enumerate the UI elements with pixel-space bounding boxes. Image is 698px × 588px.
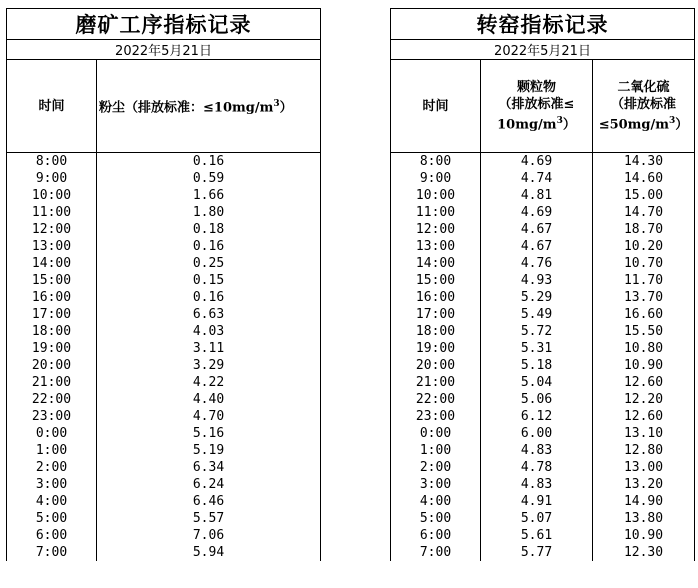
so2-value-cell: 12.20 — [593, 391, 695, 408]
dust-value-cell: 4.40 — [97, 391, 321, 408]
time-cell: 0:00 — [391, 425, 481, 442]
table-row — [391, 272, 695, 289]
table-row — [7, 493, 321, 510]
particulate-value-cell: 5.18 — [481, 357, 593, 374]
time-cell: 22:00 — [391, 391, 481, 408]
table-row — [7, 289, 321, 306]
particulate-value-cell: 4.91 — [481, 493, 593, 510]
time-cell: 14:00 — [391, 255, 481, 272]
table-row — [7, 510, 321, 527]
time-cell: 10:00 — [7, 187, 97, 204]
table-row — [391, 459, 695, 476]
particulate-value-cell: 4.69 — [481, 153, 593, 171]
table-row — [7, 255, 321, 272]
table-row — [391, 289, 695, 306]
table-title: 磨矿工序指标记录 — [7, 9, 321, 40]
table-row — [391, 425, 695, 442]
dust-value-cell: 0.16 — [97, 153, 321, 171]
so2-value-cell: 14.60 — [593, 170, 695, 187]
table-row — [391, 442, 695, 459]
dust-value-cell: 0.16 — [97, 238, 321, 255]
table-row — [391, 255, 695, 272]
particulate-value-cell: 4.81 — [481, 187, 593, 204]
so2-value-cell: 12.80 — [593, 442, 695, 459]
table-row — [391, 170, 695, 187]
table-row — [391, 187, 695, 204]
dust-value-cell: 0.25 — [97, 255, 321, 272]
table-row — [7, 425, 321, 442]
particulate-value-cell: 5.77 — [481, 544, 593, 561]
time-cell: 17:00 — [7, 306, 97, 323]
grinding-index-table — [6, 8, 321, 561]
time-cell: 19:00 — [391, 340, 481, 357]
table-row — [391, 476, 695, 493]
table-row — [7, 323, 321, 340]
table-row — [7, 340, 321, 357]
particulate-value-cell: 4.83 — [481, 476, 593, 493]
table-row — [7, 153, 321, 171]
time-cell: 19:00 — [7, 340, 97, 357]
particulate-value-cell: 5.29 — [481, 289, 593, 306]
dust-value-cell: 7.06 — [97, 527, 321, 544]
dust-value-cell: 0.16 — [97, 289, 321, 306]
kiln-index-table — [390, 8, 695, 561]
table-row — [7, 221, 321, 238]
time-cell: 21:00 — [7, 374, 97, 391]
time-cell: 23:00 — [7, 408, 97, 425]
table-row — [7, 391, 321, 408]
so2-value-cell: 13.20 — [593, 476, 695, 493]
time-cell: 9:00 — [391, 170, 481, 187]
time-cell: 22:00 — [7, 391, 97, 408]
table-row — [7, 459, 321, 476]
dust-value-cell: 5.94 — [97, 544, 321, 561]
time-cell: 2:00 — [7, 459, 97, 476]
dust-value-cell: 5.19 — [97, 442, 321, 459]
table-row — [391, 408, 695, 425]
time-cell: 2:00 — [391, 459, 481, 476]
so2-value-cell: 13.70 — [593, 289, 695, 306]
dust-value-cell: 3.11 — [97, 340, 321, 357]
so2-value-cell: 12.30 — [593, 544, 695, 561]
time-cell: 20:00 — [7, 357, 97, 374]
table-row — [7, 442, 321, 459]
table-row — [391, 306, 695, 323]
dust-value-cell: 4.70 — [97, 408, 321, 425]
dust-value-cell: 0.59 — [97, 170, 321, 187]
particulate-value-cell: 5.04 — [481, 374, 593, 391]
particulate-value-cell: 4.78 — [481, 459, 593, 476]
so2-value-cell: 10.20 — [593, 238, 695, 255]
table-row — [7, 544, 321, 561]
table-row — [7, 238, 321, 255]
table-row — [391, 153, 695, 171]
table-title: 转窑指标记录 — [391, 9, 695, 40]
time-cell: 1:00 — [391, 442, 481, 459]
time-cell: 6:00 — [7, 527, 97, 544]
so2-value-cell: 10.90 — [593, 527, 695, 544]
particulate-value-cell: 4.69 — [481, 204, 593, 221]
particulate-value-cell: 4.93 — [481, 272, 593, 289]
dust-value-cell: 6.24 — [97, 476, 321, 493]
time-cell: 6:00 — [391, 527, 481, 544]
time-cell: 8:00 — [7, 153, 97, 171]
particulate-value-cell: 4.74 — [481, 170, 593, 187]
particulate-value-cell: 4.83 — [481, 442, 593, 459]
table-row — [391, 357, 695, 374]
time-cell: 20:00 — [391, 357, 481, 374]
dust-value-cell: 3.29 — [97, 357, 321, 374]
so2-value-cell: 10.90 — [593, 357, 695, 374]
time-cell: 8:00 — [391, 153, 481, 171]
time-cell: 7:00 — [7, 544, 97, 561]
dust-value-cell: 5.16 — [97, 425, 321, 442]
dust-value-cell: 6.34 — [97, 459, 321, 476]
time-cell: 4:00 — [391, 493, 481, 510]
time-cell: 3:00 — [391, 476, 481, 493]
time-cell: 16:00 — [7, 289, 97, 306]
table-row — [391, 493, 695, 510]
table-row — [7, 476, 321, 493]
dust-value-cell: 5.57 — [97, 510, 321, 527]
table-row — [7, 187, 321, 204]
time-cell: 23:00 — [391, 408, 481, 425]
dust-value-cell: 4.22 — [97, 374, 321, 391]
so2-value-cell: 16.60 — [593, 306, 695, 323]
table-row — [391, 527, 695, 544]
time-cell: 13:00 — [391, 238, 481, 255]
so2-value-cell: 14.30 — [593, 153, 695, 171]
time-cell: 11:00 — [391, 204, 481, 221]
time-cell: 15:00 — [7, 272, 97, 289]
table-row — [7, 306, 321, 323]
table-row — [391, 510, 695, 527]
particulate-value-cell: 5.06 — [481, 391, 593, 408]
particulate-value-cell: 5.72 — [481, 323, 593, 340]
table-row — [391, 238, 695, 255]
time-cell: 1:00 — [7, 442, 97, 459]
column-header-particulate: 颗粒物 （排放标准≤ $10mg/m^3$） — [481, 60, 593, 153]
so2-value-cell: 10.80 — [593, 340, 695, 357]
time-cell: 4:00 — [7, 493, 97, 510]
time-cell: 18:00 — [391, 323, 481, 340]
time-cell: 5:00 — [391, 510, 481, 527]
dust-value-cell: 1.66 — [97, 187, 321, 204]
so2-value-cell: 13.00 — [593, 459, 695, 476]
table-date: 2022年5月21日 — [391, 40, 695, 60]
table-row — [391, 391, 695, 408]
time-cell: 13:00 — [7, 238, 97, 255]
dust-value-cell: 0.15 — [97, 272, 321, 289]
particulate-value-cell: 5.49 — [481, 306, 593, 323]
particulate-value-cell: 5.07 — [481, 510, 593, 527]
table-row — [391, 323, 695, 340]
particulate-value-cell: 4.76 — [481, 255, 593, 272]
particulate-value-cell: 5.31 — [481, 340, 593, 357]
table-row — [391, 204, 695, 221]
time-cell: 14:00 — [7, 255, 97, 272]
time-cell: 3:00 — [7, 476, 97, 493]
time-cell: 21:00 — [391, 374, 481, 391]
so2-value-cell: 12.60 — [593, 374, 695, 391]
so2-value-cell: 11.70 — [593, 272, 695, 289]
time-cell: 12:00 — [7, 221, 97, 238]
table-row — [391, 374, 695, 391]
dust-value-cell: 1.80 — [97, 204, 321, 221]
time-cell: 9:00 — [7, 170, 97, 187]
dust-value-cell: 0.18 — [97, 221, 321, 238]
column-header-time: 时间 — [7, 60, 97, 153]
table-row — [7, 272, 321, 289]
particulate-value-cell: 4.67 — [481, 238, 593, 255]
time-cell: 10:00 — [391, 187, 481, 204]
time-cell: 5:00 — [7, 510, 97, 527]
table-row — [7, 357, 321, 374]
table-row — [7, 170, 321, 187]
time-cell: 11:00 — [7, 204, 97, 221]
table-row — [391, 340, 695, 357]
column-header-dust: 粉尘（排放标准：$\le 10mg/m^3$） — [97, 60, 321, 153]
table-date: 2022年5月21日 — [7, 40, 321, 60]
so2-value-cell: 14.90 — [593, 493, 695, 510]
so2-value-cell: 13.10 — [593, 425, 695, 442]
table-row — [391, 544, 695, 561]
so2-value-cell: 12.60 — [593, 408, 695, 425]
time-cell: 17:00 — [391, 306, 481, 323]
time-cell: 0:00 — [7, 425, 97, 442]
particulate-value-cell: 6.00 — [481, 425, 593, 442]
time-cell: 16:00 — [391, 289, 481, 306]
so2-value-cell: 15.00 — [593, 187, 695, 204]
so2-value-cell: 18.70 — [593, 221, 695, 238]
table-row — [7, 408, 321, 425]
column-header-time: 时间 — [391, 60, 481, 153]
particulate-value-cell: 5.61 — [481, 527, 593, 544]
table-row — [391, 221, 695, 238]
so2-value-cell: 13.80 — [593, 510, 695, 527]
time-cell: 15:00 — [391, 272, 481, 289]
dust-value-cell: 6.63 — [97, 306, 321, 323]
column-header-so2: 二氧化硫 （排放标准 $\le 50mg/m^3$） — [593, 60, 695, 153]
table-row — [7, 374, 321, 391]
dust-value-cell: 6.46 — [97, 493, 321, 510]
table-row — [7, 204, 321, 221]
particulate-value-cell: 4.67 — [481, 221, 593, 238]
particulate-value-cell: 6.12 — [481, 408, 593, 425]
dust-value-cell: 4.03 — [97, 323, 321, 340]
time-cell: 7:00 — [391, 544, 481, 561]
table-row — [7, 527, 321, 544]
time-cell: 12:00 — [391, 221, 481, 238]
time-cell: 18:00 — [7, 323, 97, 340]
so2-value-cell: 15.50 — [593, 323, 695, 340]
so2-value-cell: 14.70 — [593, 204, 695, 221]
so2-value-cell: 10.70 — [593, 255, 695, 272]
